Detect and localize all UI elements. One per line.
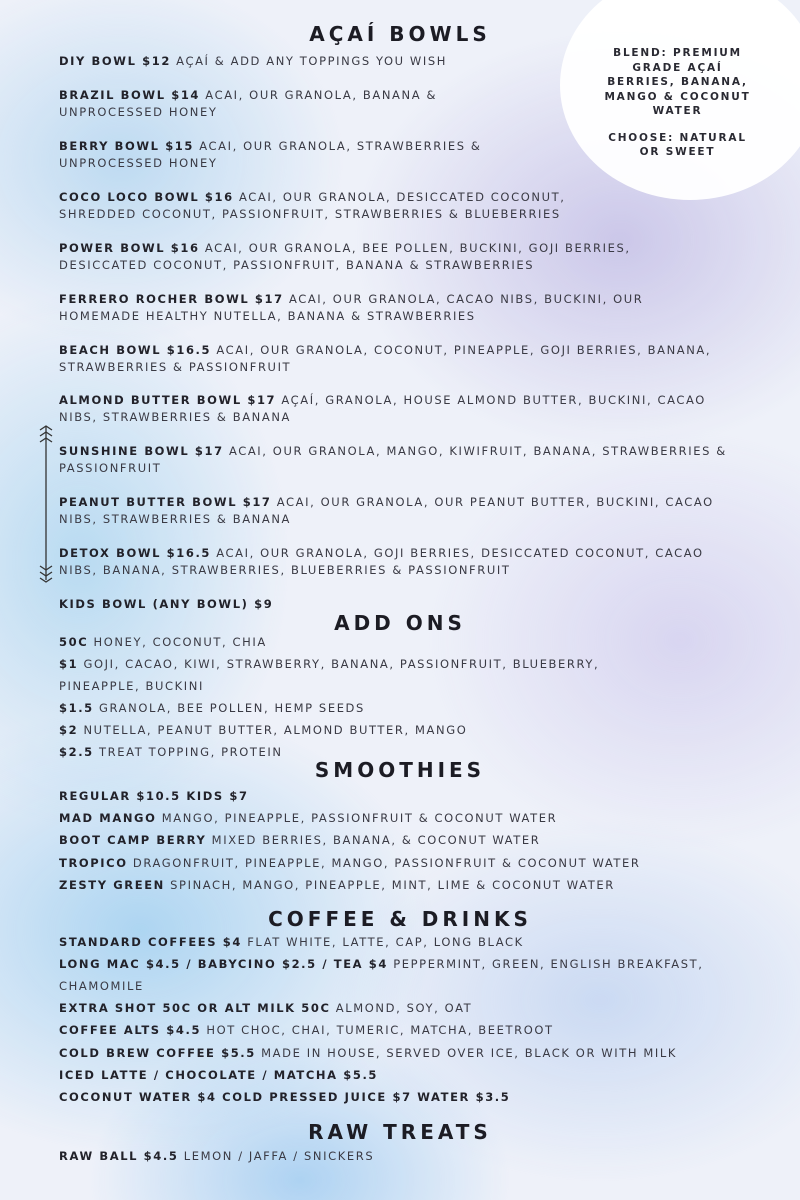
smoothie-item xyxy=(59,877,759,894)
smoothie-desc: DRAGONFRUIT, PINEAPPLE, MANGO, PASSIONFRUIT & COCONUT WATER xyxy=(127,856,641,870)
bowl-desc: ACAI, OUR GRANOLA, OUR PEANUT BUTTER, BUCKINI, CACAO xyxy=(271,495,714,509)
bowl-desc: DESICCATED COCONUT, PASSIONFRUIT, BANANA & STRAWBERRIES xyxy=(59,258,535,272)
blend-line: MANGO & COCONUT xyxy=(604,90,751,103)
smoothie-name: TROPICO xyxy=(59,856,128,870)
addon-desc: GOJI, CACAO, KIWI, STRAWBERRY, BANANA, PASSIONFRUIT, BLUEBERRY, xyxy=(78,657,600,671)
bowl-item xyxy=(59,291,759,325)
section-title-acai: AÇAÍ BOWLS xyxy=(309,22,491,46)
drink-desc: PEPPERMINT, GREEN, ENGLISH BREAKFAST, xyxy=(387,957,704,971)
section-title-smoothies: SMOOTHIES xyxy=(314,758,486,782)
addon-price: $2 xyxy=(59,723,79,737)
drink-item xyxy=(59,934,759,951)
smoothie-item xyxy=(59,788,759,805)
bowl-item xyxy=(59,87,759,121)
bowl-desc: NIBS, BANANA, STRAWBERRIES, BLUEBERRIES & PASSIONFRUIT xyxy=(59,563,511,577)
smoothie-item xyxy=(59,855,759,872)
bowl-name: DETOX BOWL $16.5 xyxy=(59,546,212,560)
bowl-desc: ACAI, OUR GRANOLA, MANGO, KIWIFRUIT, BANANA, STRAWBERRIES & xyxy=(223,444,727,458)
bowl-name: BRAZIL BOWL $14 xyxy=(59,88,201,102)
bowl-name: ALMOND BUTTER BOWL $17 xyxy=(59,393,277,407)
drink-desc: CHAMOMILE xyxy=(59,979,144,993)
addon-item xyxy=(59,656,759,673)
drink-name: STANDARD COFFEES $4 xyxy=(59,935,242,949)
bowl-name: SUNSHINE BOWL $17 xyxy=(59,444,224,458)
drink-item xyxy=(59,1000,759,1017)
bowl-item xyxy=(59,494,759,528)
drink-item xyxy=(59,956,759,973)
bowl-desc: ACAI, OUR GRANOLA, BEE POLLEN, BUCKINI, GOJI BERRIES, xyxy=(199,241,631,255)
bowl-desc: ACAI, OUR GRANOLA, GOJI BERRIES, DESICCATED COCONUT, CACAO xyxy=(211,546,704,560)
drink-item xyxy=(59,1022,759,1039)
bowl-desc: NIBS, STRAWBERRIES & BANANA xyxy=(59,512,292,526)
drink-desc: FLAT WHITE, LATTE, CAP, LONG BLACK xyxy=(241,935,524,949)
arrow-decoration-icon xyxy=(36,424,56,584)
addon-desc: NUTELLA, PEANUT BUTTER, ALMOND BUTTER, MANGO xyxy=(78,723,468,737)
bowl-item xyxy=(59,443,759,477)
treat-name: RAW BALL $4.5 xyxy=(59,1149,179,1163)
smoothie-name: MAD MANGO xyxy=(59,811,157,825)
bowl-item xyxy=(59,392,759,426)
smoothie-item xyxy=(59,832,759,849)
bowl-desc: PASSIONFRUIT xyxy=(59,461,162,475)
drink-desc: HOT CHOC, CHAI, TUMERIC, MATCHA, BEETROOT xyxy=(201,1023,554,1037)
bowl-item xyxy=(59,189,759,223)
drink-item xyxy=(59,1089,759,1106)
bowl-item xyxy=(59,53,759,70)
blend-line: BLEND: PREMIUM xyxy=(613,47,742,59)
choose-line: CHOOSE: NATURAL xyxy=(608,131,747,144)
drink-desc: ALMOND, SOY, OAT xyxy=(330,1001,473,1015)
drink-item xyxy=(59,978,759,995)
smoothie-name: BOOT CAMP BERRY xyxy=(59,833,207,847)
bowl-desc: UNPROCESSED HONEY xyxy=(59,105,218,119)
bowl-name: DIY BOWL $12 xyxy=(59,54,171,68)
addon-desc: HONEY, COCONUT, CHIA xyxy=(88,635,267,649)
drink-item xyxy=(59,1045,759,1062)
bowl-item xyxy=(59,342,759,376)
blend-line: GRADE AÇAÍ xyxy=(632,61,723,74)
bowl-name: PEANUT BUTTER BOWL $17 xyxy=(59,495,272,509)
drink-desc: MADE IN HOUSE, SERVED OVER ICE, BLACK OR WITH MILK xyxy=(255,1046,678,1060)
drink-name: COFFEE ALTS $4.5 xyxy=(59,1023,202,1037)
addon-price: $1 xyxy=(59,657,79,671)
addon-item xyxy=(59,678,759,695)
smoothie-desc: SPINACH, MANGO, PINEAPPLE, MINT, LIME & COCONUT WATER xyxy=(164,878,615,892)
bowl-name: KIDS BOWL (ANY BOWL) $9 xyxy=(59,597,274,611)
drink-name: COCONUT WATER $4 COLD PRESSED JUICE $7 WATER $3.5 xyxy=(59,1090,511,1104)
drink-name: LONG MAC $4.5 / BABYCINO $2.5 / TEA $4 xyxy=(59,957,388,971)
blend-line: WATER xyxy=(652,105,703,117)
bowl-desc: UNPROCESSED HONEY xyxy=(59,156,218,170)
smoothie-desc: MIXED BERRIES, BANANA, & COCONUT WATER xyxy=(206,833,541,847)
section-title-addons: ADD ONS xyxy=(334,611,466,635)
bowl-desc: ACAI, OUR GRANOLA, CACAO NIBS, BUCKINI, OUR xyxy=(283,292,644,306)
drink-item xyxy=(59,1067,759,1084)
bowl-desc: AÇAÍ, GRANOLA, HOUSE ALMOND BUTTER, BUCKINI, CACAO xyxy=(276,393,706,407)
smoothie-name: ZESTY GREEN xyxy=(59,878,165,892)
drink-name: COLD BREW COFFEE $5.5 xyxy=(59,1046,256,1060)
choose-line: OR SWEET xyxy=(639,146,716,158)
drink-name: EXTRA SHOT 50C OR ALT MILK 50C xyxy=(59,1001,331,1015)
drink-name: ICED LATTE / CHOCOLATE / MATCHA $5.5 xyxy=(59,1068,379,1082)
bowl-desc: SHREDDED COCONUT, PASSIONFRUIT, STRAWBERRIES & BLUEBERRIES xyxy=(59,207,561,221)
bowl-name: COCO LOCO BOWL $16 xyxy=(59,190,234,204)
addon-desc: GRANOLA, BEE POLLEN, HEMP SEEDS xyxy=(93,701,365,715)
bowl-desc: ACAI, OUR GRANOLA, COCONUT, PINEAPPLE, GOJI BERRIES, BANANA, xyxy=(211,343,712,357)
bowl-desc: ACAI, OUR GRANOLA, DESICCATED COCONUT, xyxy=(233,190,566,204)
bowl-desc: NIBS, STRAWBERRIES & BANANA xyxy=(59,410,292,424)
bowl-item xyxy=(59,545,759,579)
bowl-name: BERRY BOWL $15 xyxy=(59,139,194,153)
bowl-item xyxy=(59,138,759,172)
bowl-name: BEACH BOWL $16.5 xyxy=(59,343,212,357)
addon-price: $1.5 xyxy=(59,701,94,715)
treat-item xyxy=(59,1148,759,1165)
bowl-desc: STRAWBERRIES & PASSIONFRUIT xyxy=(59,360,292,374)
addon-item xyxy=(59,634,759,651)
bowl-name: POWER BOWL $16 xyxy=(59,241,200,255)
addon-desc: PINEAPPLE, BUCKINI xyxy=(59,679,204,693)
addon-desc: TREAT TOPPING, PROTEIN xyxy=(93,745,283,759)
bowl-desc: ACAI, OUR GRANOLA, STRAWBERRIES & xyxy=(194,139,482,153)
addon-price: 50C xyxy=(59,635,89,649)
bowl-name: FERRERO ROCHER BOWL $17 xyxy=(59,292,284,306)
smoothie-item xyxy=(59,810,759,827)
addon-item xyxy=(59,700,759,717)
treat-desc: LEMON / JAFFA / SNICKERS xyxy=(178,1149,375,1163)
bowl-desc: HOMEMADE HEALTHY NUTELLA, BANANA & STRAWBERRIES xyxy=(59,309,476,323)
addon-price: $2.5 xyxy=(59,745,94,759)
smoothie-desc: MANGO, PINEAPPLE, PASSIONFRUIT & COCONUT WATER xyxy=(156,811,558,825)
bowl-desc: AÇAÍ & ADD ANY TOPPINGS YOU WISH xyxy=(170,54,448,68)
bowl-desc: ACAI, OUR GRANOLA, BANANA & xyxy=(200,88,438,102)
addon-item xyxy=(59,722,759,739)
bowl-item xyxy=(59,240,759,274)
smoothie-name: REGULAR $10.5 KIDS $7 xyxy=(59,789,249,803)
blend-line: BERRIES, BANANA, xyxy=(607,76,748,88)
section-title-coffee: COFFEE & DRINKS xyxy=(268,907,532,931)
section-title-raw: RAW TREATS xyxy=(308,1120,492,1144)
